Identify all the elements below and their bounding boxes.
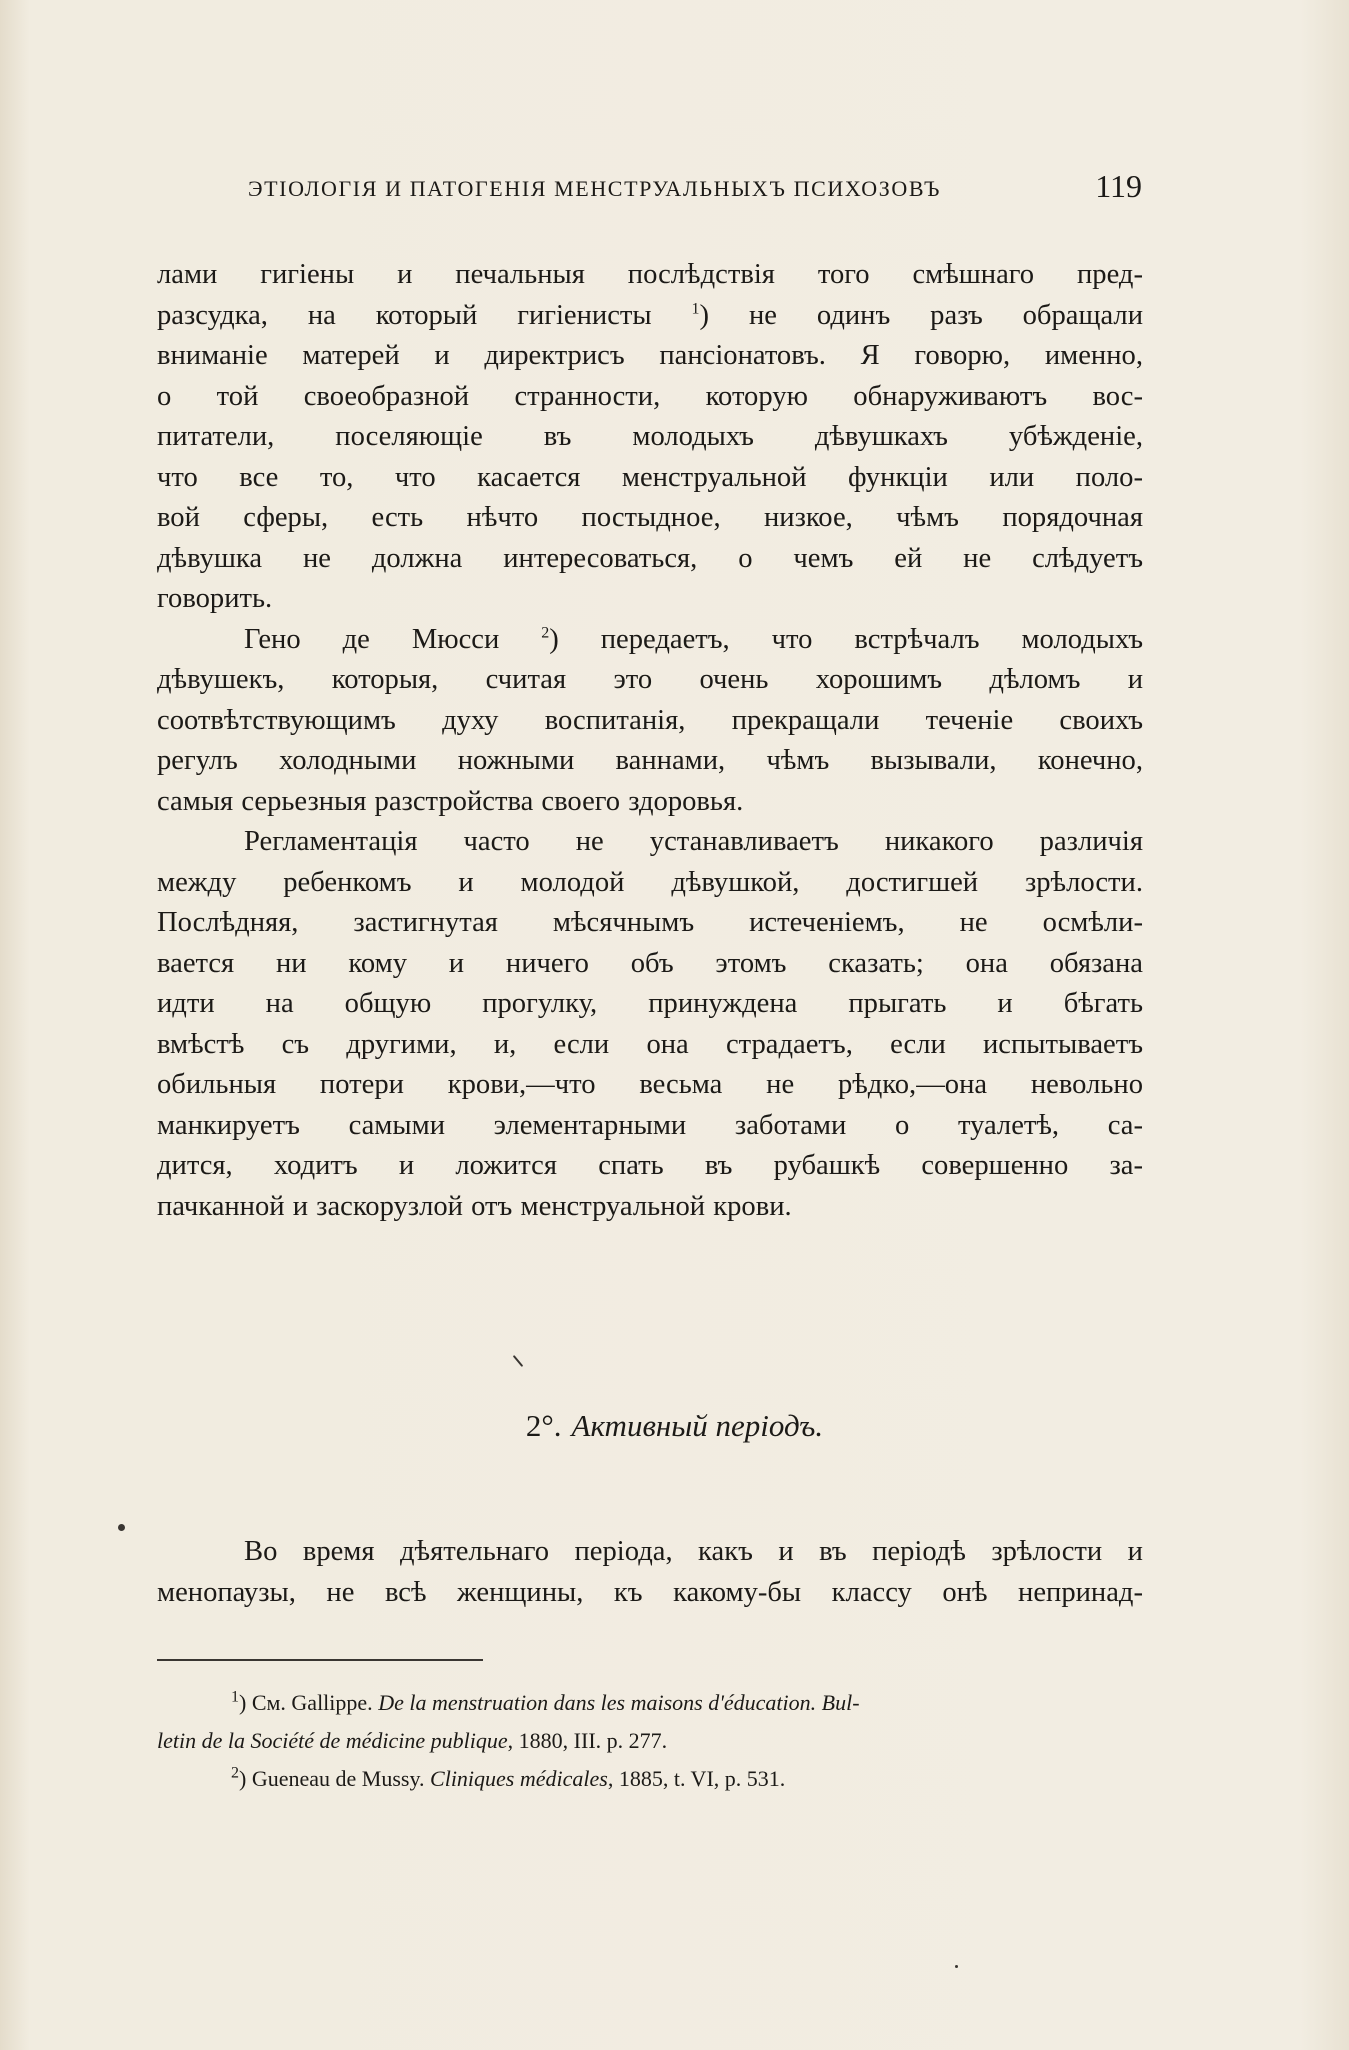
ink-speck bbox=[513, 1355, 524, 1367]
text-line: вмѣстѣ съ другими, и, если она страдаетъ, если испытываетъ bbox=[157, 1028, 1143, 1060]
paragraph-4 bbox=[157, 1532, 1143, 1613]
footnotes bbox=[157, 1684, 1143, 1798]
main-text bbox=[157, 255, 1143, 1227]
text-line: идти на общую прогулку, принуждена прыгать и бѣгать bbox=[157, 988, 1143, 1019]
section-heading bbox=[0, 1408, 1349, 1444]
text-line: питатели, поселяющіе въ молодыхъ дѣвушкахъ убѣжденіе, bbox=[157, 421, 1143, 452]
text-line: лами гигіены и печальныя послѣдствія того смѣшнаго пред- bbox=[157, 259, 1143, 290]
text-line: Регламентація часто не устанавливаетъ никакого различія bbox=[244, 826, 1143, 857]
ink-speck bbox=[955, 1965, 958, 1968]
footnote-1 bbox=[157, 1684, 1143, 1722]
footnote-title: Cliniques médicales bbox=[430, 1766, 608, 1791]
paragraph-2 bbox=[157, 620, 1143, 823]
text-fragment: ) передаетъ, что встрѣчалъ молодыхъ bbox=[549, 623, 1143, 655]
footnote-ref-1: 1 bbox=[691, 299, 700, 317]
text-line: вой сферы, есть нѣчто постыдное, низкое, чѣмъ порядочная bbox=[157, 502, 1143, 533]
text-line: самыя серьезныя разстройства своего здоровья. bbox=[157, 785, 744, 817]
text-line: Во время дѣятельнаго періода, какъ и въ періодѣ зрѣлости и bbox=[244, 1536, 1143, 1567]
footnote-2 bbox=[157, 1760, 1143, 1798]
text-line: что все то, что касается менструальной функціи или поло- bbox=[157, 461, 1143, 493]
running-header bbox=[248, 170, 1142, 210]
section-number: 2°. bbox=[525, 1408, 562, 1443]
text-line: регулъ холодными ножными ваннами, чѣмъ вызывали, конечно, bbox=[157, 745, 1143, 776]
text-line: манкируетъ самыми элементарными заботами о туалетѣ, са- bbox=[157, 1109, 1143, 1141]
footnote-divider bbox=[157, 1659, 483, 1661]
paragraph-1 bbox=[157, 255, 1143, 620]
footnote-mark: 2 bbox=[231, 1764, 239, 1782]
footnote-author: ) См. Gallippe. bbox=[239, 1690, 379, 1715]
text-line: соотвѣтствующимъ духу воспитанія, прекращали теченіе своихъ bbox=[157, 704, 1143, 736]
footnote-details: , 1880, III. p. 277. bbox=[507, 1728, 668, 1753]
page-number: 119 bbox=[1095, 168, 1142, 204]
text-line bbox=[157, 620, 1143, 661]
text-line: говорить. bbox=[157, 583, 273, 614]
footnote-author: ) Gueneau de Mussy. bbox=[239, 1766, 431, 1791]
footnote-1-cont bbox=[157, 1722, 1143, 1760]
text-line: о той своеобразной странности, которую обнаруживаютъ вос- bbox=[157, 380, 1143, 412]
text-fragment: Гено де Мюсси bbox=[244, 623, 542, 655]
text-line: Послѣдняя, застигнутая мѣсячнымъ истеченіемъ, не осмѣли- bbox=[157, 907, 1143, 938]
text-line: вниманіе матерей и директрисъ пансіонатовъ. Я говорю, именно, bbox=[157, 340, 1143, 371]
footnote-title: letin de la Société de médicine publique bbox=[157, 1728, 508, 1753]
text-fragment: разсудка, на который гигіенисты bbox=[157, 299, 692, 331]
text-line: дѣвушекъ, которыя, считая это очень хорошимъ дѣломъ и bbox=[157, 664, 1143, 695]
text-line: пачканной и заскорузлой отъ менструальной крови. bbox=[157, 1190, 792, 1222]
text-line: вается ни кому и ничего объ этомъ сказать; она обязана bbox=[157, 947, 1143, 979]
text-fragment: ) не одинъ разъ обращали bbox=[699, 299, 1144, 331]
ink-speck bbox=[118, 1524, 125, 1531]
text-line bbox=[157, 296, 1143, 337]
text-line: обильныя потери крови,—что весьма не рѣдко,—она невольно bbox=[157, 1069, 1143, 1100]
paragraph-3 bbox=[157, 822, 1143, 1227]
running-title: ЭТІОЛОГІЯ И ПАТОГЕНІЯ МЕНСТРУАЛЬНЫХЪ ПСИХОЗОВЪ bbox=[248, 176, 942, 201]
text-line: между ребенкомъ и молодой дѣвушкой, достигшей зрѣлости. bbox=[157, 866, 1143, 898]
text-line: дится, ходитъ и ложится спать въ рубашкѣ совершенно за- bbox=[157, 1150, 1143, 1181]
footnote-ref-2: 2 bbox=[541, 623, 550, 641]
footnote-title: De la menstruation dans les maisons d'éducation. Bul- bbox=[378, 1690, 860, 1715]
footnote-details: , 1885, t. VI, p. 531. bbox=[607, 1766, 786, 1791]
section-title: Активный періодъ. bbox=[571, 1408, 824, 1443]
text-line: менопаузы, не всѣ женщины, къ какому-бы классу онѣ непринад- bbox=[157, 1576, 1143, 1608]
text-line: дѣвушка не должна интересоваться, о чемъ ей не слѣдуетъ bbox=[157, 542, 1143, 574]
footnote-mark: 1 bbox=[231, 1688, 239, 1706]
